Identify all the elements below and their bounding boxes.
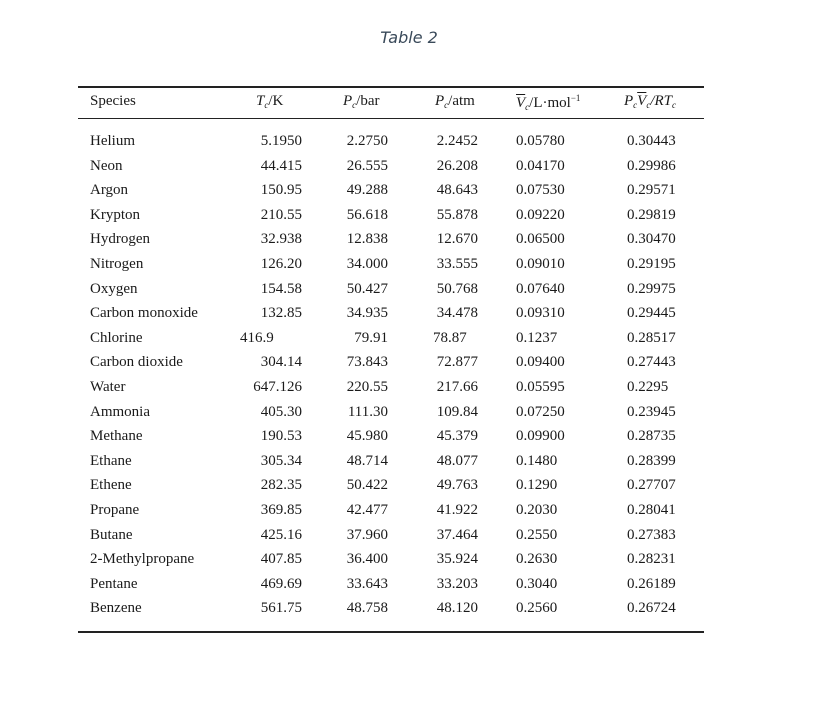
cell-species: Argon: [90, 182, 129, 199]
cell-species: Pentane: [90, 575, 138, 592]
cell-critical-pressure-bar: 56.618: [346, 206, 388, 223]
cell-species: Water: [90, 379, 126, 395]
cell-critical-pressure-bar: 36.400: [346, 551, 388, 568]
table-row: [0, 330, 818, 354]
cell-critical-pressure-atm: 72.877: [436, 354, 478, 371]
cell-compressibility-factor: 0.28231: [627, 551, 676, 568]
cell-critical-temperature: 369.85: [260, 502, 302, 518]
cell-compressibility-factor: 0.28735: [627, 428, 676, 445]
cell-critical-temperature: 469.69: [260, 575, 302, 592]
cell-compressibility-factor: 0.27443: [627, 354, 676, 371]
table-row: [0, 404, 818, 428]
cell-critical-pressure-atm: 2.2452: [436, 133, 478, 149]
cell-critical-pressure-atm: 34.478: [436, 305, 478, 322]
cell-critical-pressure-atm: 49.763: [436, 477, 478, 494]
cell-critical-pressure-atm: 41.922: [436, 502, 478, 518]
header-critical-pressure-bar: $P_c$/bar: [343, 93, 380, 110]
table-row: [0, 256, 818, 280]
table-bottom-rule: [78, 631, 704, 633]
table-row: [0, 305, 818, 329]
cell-critical-volume: 0.04170: [516, 157, 565, 174]
cell-critical-pressure-atm: 217.66: [436, 379, 478, 395]
cell-species: Butane: [90, 526, 133, 543]
cell-critical-temperature: 210.55: [260, 206, 302, 223]
cell-critical-volume: 0.09400: [516, 354, 565, 371]
cell-critical-temperature: 407.85: [260, 551, 302, 568]
header-critical-volume: $\overline{V}_c/L\cdot mol^{-1}$: [516, 93, 581, 112]
table-row: [0, 379, 818, 403]
cell-compressibility-factor: 0.26724: [627, 600, 676, 617]
cell-critical-temperature: 405.30: [260, 403, 302, 420]
table-row: [0, 502, 818, 526]
cell-critical-pressure-bar: 12.838: [346, 231, 388, 248]
cell-compressibility-factor: 0.29571: [627, 182, 676, 199]
cell-critical-volume: 0.07250: [516, 403, 565, 420]
cell-critical-pressure-bar: 79.91: [354, 329, 388, 346]
cell-critical-temperature: 32.938: [260, 231, 302, 248]
cell-critical-pressure-bar: 34.935: [346, 305, 388, 322]
cell-critical-temperature: 126.20: [260, 256, 302, 272]
cell-species: Hydrogen: [90, 231, 150, 248]
cell-critical-pressure-bar: 26.555: [346, 157, 388, 174]
cell-critical-pressure-bar: 33.643: [346, 575, 388, 592]
cell-critical-pressure-atm: 55.878: [436, 206, 478, 223]
cell-critical-temperature: 282.35: [260, 477, 302, 494]
cell-critical-volume: 0.1237: [516, 329, 558, 346]
cell-critical-temperature: 561.75: [260, 600, 302, 617]
cell-critical-temperature: 5.1950: [260, 133, 302, 149]
table-row: [0, 600, 818, 624]
cell-critical-pressure-bar: 50.422: [346, 477, 388, 494]
cell-critical-temperature: 44.415: [260, 157, 302, 174]
cell-critical-volume: 0.07640: [516, 280, 565, 297]
header-species: Species: [90, 93, 136, 109]
cell-critical-temperature: 647.126: [253, 379, 302, 395]
cell-critical-temperature: 304.14: [260, 354, 302, 371]
cell-compressibility-factor: 0.27383: [627, 526, 676, 543]
cell-critical-pressure-bar: 37.960: [346, 526, 388, 543]
table-row: [0, 477, 818, 501]
cell-critical-temperature: 150.95: [260, 182, 302, 199]
cell-critical-pressure-atm: 37.464: [436, 526, 478, 543]
cell-critical-pressure-atm: 50.768: [436, 280, 478, 297]
cell-compressibility-factor: 0.28399: [627, 452, 676, 469]
cell-species: Helium: [90, 133, 135, 149]
cell-compressibility-factor: 0.27707: [627, 477, 676, 494]
table-row: [0, 576, 818, 600]
cell-critical-temperature: 416.9: [240, 329, 274, 346]
cell-compressibility-factor: 0.29195: [627, 256, 676, 272]
cell-species: Nitrogen: [90, 256, 144, 272]
cell-critical-pressure-bar: 42.477: [346, 502, 388, 518]
cell-critical-pressure-atm: 48.120: [436, 600, 478, 617]
cell-critical-volume: 0.06500: [516, 231, 565, 248]
cell-critical-temperature: 425.16: [260, 526, 302, 543]
cell-critical-pressure-atm: 45.379: [436, 428, 478, 445]
table-row: [0, 551, 818, 575]
table-row: [0, 428, 818, 452]
cell-critical-volume: 0.2630: [516, 551, 558, 568]
cell-compressibility-factor: 0.26189: [627, 575, 676, 592]
table-row: [0, 133, 818, 157]
header-critical-pressure-atm: $P_c$/atm: [435, 93, 475, 110]
header-compressibility-factor: $P_c\overline{V}_c/RT_c$: [624, 93, 677, 110]
cell-critical-pressure-atm: 26.208: [436, 157, 478, 174]
cell-compressibility-factor: 0.29975: [627, 280, 676, 297]
table-row: [0, 158, 818, 182]
cell-compressibility-factor: 0.28041: [627, 502, 676, 518]
cell-critical-pressure-bar: 49.288: [346, 182, 388, 199]
cell-critical-volume: 0.09010: [516, 256, 565, 272]
cell-compressibility-factor: 0.29445: [627, 305, 676, 322]
cell-species: 2-Methylpropane: [90, 551, 195, 568]
cell-critical-pressure-atm: 48.643: [436, 182, 478, 199]
cell-compressibility-factor: 0.30443: [627, 133, 676, 149]
cell-critical-temperature: 154.58: [260, 280, 302, 297]
table-row: [0, 527, 818, 551]
cell-critical-temperature: 190.53: [260, 428, 302, 445]
cell-critical-volume: 0.09310: [516, 305, 565, 322]
cell-species: Carbon dioxide: [90, 354, 183, 371]
cell-critical-pressure-bar: 48.758: [346, 600, 388, 617]
cell-critical-pressure-bar: 34.000: [346, 256, 388, 272]
table-top-rule: [78, 86, 704, 88]
cell-critical-temperature: 132.85: [260, 305, 302, 322]
cell-critical-pressure-atm: 48.077: [436, 452, 478, 469]
cell-critical-pressure-atm: 12.670: [436, 231, 478, 248]
cell-critical-pressure-atm: 35.924: [436, 551, 478, 568]
cell-critical-volume: 0.2550: [516, 526, 558, 543]
cell-critical-volume: 0.05780: [516, 133, 565, 149]
cell-species: Chlorine: [90, 329, 143, 346]
cell-species: Oxygen: [90, 280, 138, 297]
cell-compressibility-factor: 0.2295: [627, 379, 669, 395]
cell-species: Ethane: [90, 452, 132, 469]
cell-compressibility-factor: 0.29819: [627, 206, 676, 223]
cell-species: Ethene: [90, 477, 132, 494]
cell-species: Benzene: [90, 600, 142, 617]
cell-compressibility-factor: 0.28517: [627, 329, 676, 346]
table-row: [0, 354, 818, 378]
cell-compressibility-factor: 0.23945: [627, 403, 676, 420]
table-row: [0, 207, 818, 231]
cell-species: Krypton: [90, 206, 140, 223]
cell-critical-volume: 0.05595: [516, 379, 565, 395]
table-row: [0, 281, 818, 305]
cell-critical-pressure-bar: 111.30: [347, 403, 388, 420]
cell-compressibility-factor: 0.29986: [627, 157, 676, 174]
table-row: [0, 182, 818, 206]
table-caption: Table 2: [380, 28, 438, 47]
cell-critical-pressure-atm: 78.87: [433, 329, 467, 346]
cell-critical-volume: 0.09220: [516, 206, 565, 223]
cell-critical-pressure-atm: 109.84: [436, 403, 478, 420]
table-row: [0, 453, 818, 477]
cell-critical-pressure-bar: 220.55: [346, 379, 388, 395]
cell-critical-volume: 0.2560: [516, 600, 558, 617]
cell-critical-pressure-bar: 73.843: [346, 354, 388, 371]
table-row: [0, 231, 818, 255]
cell-critical-pressure-bar: 48.714: [346, 452, 388, 469]
cell-critical-volume: 0.09900: [516, 428, 565, 445]
cell-critical-temperature: 305.34: [260, 452, 302, 469]
cell-species: Propane: [90, 502, 140, 518]
cell-critical-pressure-bar: 45.980: [346, 428, 388, 445]
cell-species: Methane: [90, 428, 143, 445]
cell-critical-volume: 0.1290: [516, 477, 558, 494]
cell-critical-volume: 0.2030: [516, 502, 558, 518]
header-critical-temperature: $T_c/K$: [256, 93, 284, 110]
cell-critical-pressure-bar: 2.2750: [346, 133, 388, 149]
cell-critical-volume: 0.1480: [516, 452, 558, 469]
cell-critical-volume: 0.3040: [516, 575, 558, 592]
cell-species: Neon: [90, 157, 123, 174]
cell-species: Ammonia: [90, 403, 150, 420]
cell-compressibility-factor: 0.30470: [627, 231, 676, 248]
cell-critical-pressure-bar: 50.427: [346, 280, 388, 297]
cell-critical-pressure-atm: 33.203: [436, 575, 478, 592]
cell-critical-pressure-atm: 33.555: [436, 256, 478, 272]
table-header-rule: [78, 118, 704, 119]
cell-critical-volume: 0.07530: [516, 182, 565, 199]
cell-species: Carbon monoxide: [90, 305, 198, 322]
